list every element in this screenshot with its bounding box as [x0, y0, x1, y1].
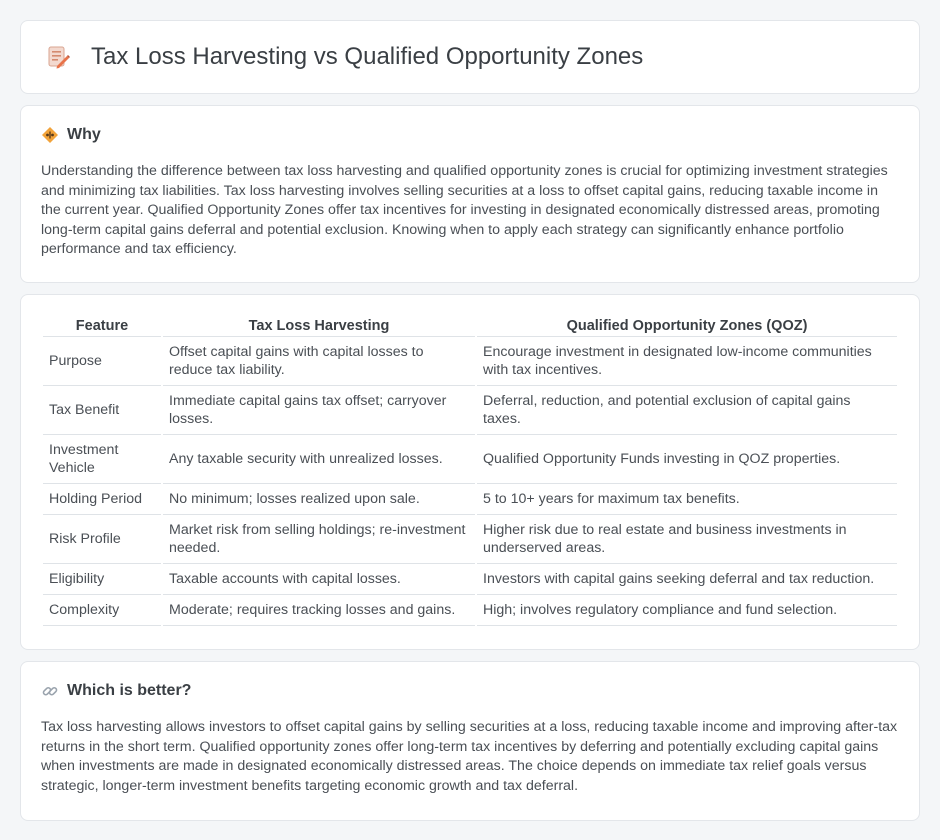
diamond-sign-icon: [41, 126, 59, 144]
comparison-section: [20, 294, 920, 650]
qoz-cell: 5 to 10+ years for maximum tax benefits.: [477, 484, 897, 515]
tlh-cell: Moderate; requires tracking losses and gains.: [163, 595, 475, 626]
qoz-cell: Higher risk due to real estate and business investments in underserved areas.: [477, 515, 897, 564]
feature-cell: Tax Benefit: [43, 386, 161, 435]
feature-cell: Complexity: [43, 595, 161, 626]
why-title: Why: [67, 126, 101, 143]
why-section: [20, 105, 920, 283]
tlh-cell: Taxable accounts with capital losses.: [163, 564, 475, 595]
qoz-cell: Qualified Opportunity Funds investing in QOZ properties.: [477, 435, 897, 484]
feature-cell: Risk Profile: [43, 515, 161, 564]
table-row: [43, 515, 897, 564]
comparison-table: [41, 315, 899, 626]
column-header: Tax Loss Harvesting: [163, 315, 475, 337]
table-row: [43, 386, 897, 435]
qoz-cell: Investors with capital gains seeking deferral and tax reduction.: [477, 564, 897, 595]
better-text: Tax loss harvesting allows investors to offset capital gains by selling securities at a loss, reducing taxable income and improving after-tax returns in the short term. Qualified opportunity zones offer long-term tax incentives by deferring and potentially excluding capital gains when investments are made in designated economically distressed areas. The choice depends on immediate tax relief goals versus strategic, longer-term investment benefits targeting economic growth and tax deferral.: [41, 719, 898, 794]
header-card: [20, 20, 920, 94]
qoz-cell: Deferral, reduction, and potential exclusion of capital gains taxes.: [477, 386, 897, 435]
qoz-cell: Encourage investment in designated low-income communities with tax incentives.: [477, 337, 897, 386]
document-pencil-icon: [45, 44, 71, 70]
which-better-section: [20, 661, 920, 821]
tlh-cell: Market risk from selling holdings; re-investment needed.: [163, 515, 475, 564]
tlh-cell: Offset capital gains with capital losses to reduce tax liability.: [163, 337, 475, 386]
page-title: Tax Loss Harvesting vs Qualified Opportunity Zones: [91, 43, 644, 70]
better-header: [41, 682, 899, 700]
table-row: [43, 337, 897, 386]
better-title: Which is better?: [67, 682, 192, 699]
feature-cell: Eligibility: [43, 564, 161, 595]
table-row: [43, 484, 897, 515]
table-header-row: [43, 315, 897, 337]
tlh-cell: Any taxable security with unrealized losses.: [163, 435, 475, 484]
table-row: [43, 435, 897, 484]
feature-cell: Purpose: [43, 337, 161, 386]
column-header: Qualified Opportunity Zones (QOZ): [477, 315, 897, 337]
tlh-cell: Immediate capital gains tax offset; carryover losses.: [163, 386, 475, 435]
feature-cell: Holding Period: [43, 484, 161, 515]
table-row: [43, 564, 897, 595]
feature-cell: Investment Vehicle: [43, 435, 161, 484]
table-row: [43, 595, 897, 626]
link-icon: [41, 682, 59, 700]
tlh-cell: No minimum; losses realized upon sale.: [163, 484, 475, 515]
why-header: [41, 126, 899, 144]
column-header: Feature: [43, 315, 161, 337]
why-text: Understanding the difference between tax loss harvesting and qualified opportunity zones is crucial for optimizing investment strategies and minimizing tax liabilities. Tax loss harvesting involves selling securities at a loss to offset capital gains, reducing taxable income in the current year. Qualified Opportunity Zones offer tax incentives for investing in designated economically distressed areas, promoting long-term capital gains deferral and potential exclusion. Knowing when to apply each strategy can significantly enhance portfolio performance and tax efficiency.: [41, 163, 888, 257]
qoz-cell: High; involves regulatory compliance and fund selection.: [477, 595, 897, 626]
